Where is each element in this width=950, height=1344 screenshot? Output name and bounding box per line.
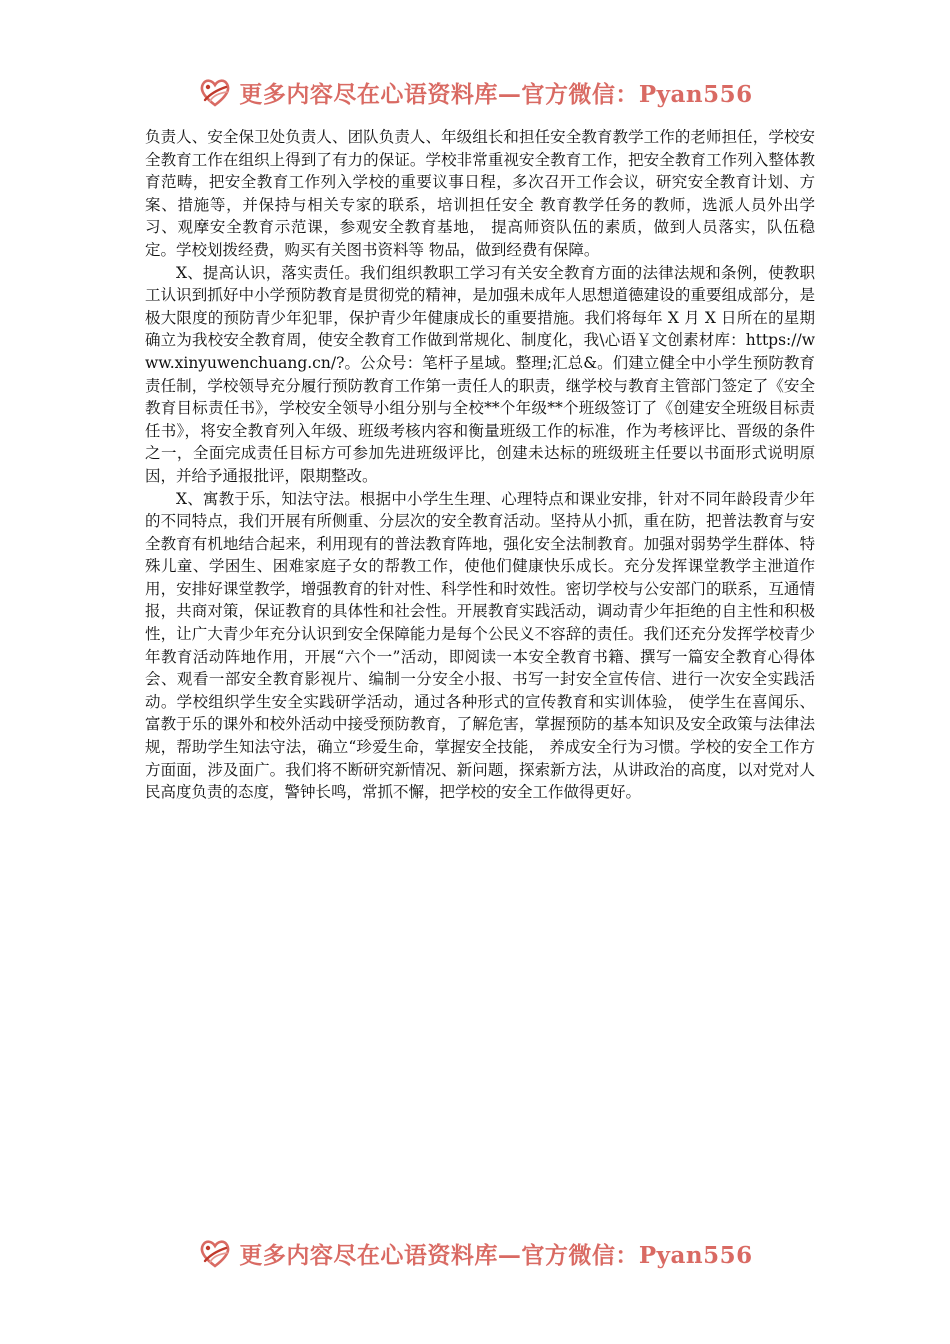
header-banner xyxy=(0,70,950,114)
paragraph-1: 负责人、安全保卫处负责人、团队负责人、年级组长和担任安全教育教学工作的老师担任，学校安全教育工作在组织上得到了有力的保证。学校非常重视安全教育工作，把安全教育工作列入整体教育范畴，把安全教育工作列入学校的重要议事日程，多次召开工作会议，研究安全教育计划、方案、措施等，并保持与相关专家的联系，培训担任安全 教育教学任务的教师，选派人员外出学习、观摩安全教育示范课，参观安全教育基地， 提高师资队伍的素质，做到人员落实，队伍稳定。学校划拨经费，购买有关图书资料等 物品，做到经费有保障。 xyxy=(145,128,815,259)
heart-ribbon-logo-icon xyxy=(197,1235,233,1271)
footer-banner-text: 更多内容尽在心语资料库—官方微信：Pyan556 xyxy=(239,1241,753,1269)
paragraph-3: X、寓教于乐，知法守法。根据中小学生生理、心理特点和课业安排，针对不同年龄段青少年的不同特点，我们开展有所侧重、分层次的安全教育活动。坚持从小抓，重在防，把普法教育与安全教育有机地结合起来，利用现有的普法教育阵地，强化安全法制教育。加强对弱势学生群体、特殊儿童、学困生、困难家庭子女的帮教工作，使他们健康快乐成长。充分发挥课堂教学主泄道作用，安排好课堂教学，增强教育的针对性、科学性和时效性。密切学校与公安部门的联系，互通情报，共商对策，保证教育的具体性和社会性。开展教育实践活动，调动青少年拒绝的自主性和积极性，让广大青少年充分认识到安全保障能力是每个公民义不容辞的责任。我们还充分发挥学校青少年教育活动阵地作用，开展“六个一”活动，即阅读一本安全教育书籍、撰写一篇安全教育心得体会、观看一部安全教育影视片、编制一分安全小报、书写一封安全宣传信、进行一次安全实践活动。学校组织学生安全实践研学活动，通过各种形式的宣传教育和实训体验， 使学生在喜闻乐、富教于乐的课外和校外活动中接受预防教育，了解危害，掌握预防的基本知识及安全政策与法律法规，帮助学生知法守法，确立“珍爱生命，掌握安全技能， 养成安全行为习惯。学校的安全工作方方面面，涉及面广。我们将不断研究新情况、新问题，探索新方法，从讲政治的高度，以对党对人民高度负责的态度，警钟长鸣，常抓不懈，把学校的安全工作做得更好。 xyxy=(145,489,815,802)
document-body xyxy=(145,126,815,804)
heart-ribbon-logo-icon xyxy=(197,74,233,110)
footer-banner xyxy=(0,1231,950,1275)
header-banner-text: 更多内容尽在心语资料库—官方微信：Pyan556 xyxy=(239,80,753,108)
paragraph-2: X、提高认识，落实责任。我们组织教职工学习有关安全教育方面的法律法规和条例，使教职工认识到抓好中小学预防教育是贯彻党的精神，是加强未成年人思想道德建设的重要组成部分，是极大限度的预防青少年犯罪，保护青少年健康成长的重要措施。我们将每年 X 月 X 日所在的星期确立为我校安全教育周，使安全教育工作做到常规化、制度化，我\心语￥文创素材库：https://www.xinyuwenchuang.cn/?。公众号：笔杆子星域。整理;汇总&。们建立健全中小学生预防教育责任制，学校领导充分履行预防教育工作第一责任人的职责，继学校与教育主管部门签定了《安全教育目标责任书》，学校安全领导小组分别与全校**个年级**个班级签订了《创建安全班级目标责任书》，将安全教育列入年级、班级考核内容和衡量班级工作的标准，作为考核评比、晋级的条件之一，全面完成责任目标方可参加先进班级评比，创建未达标的班级班主任要以书面形式说明原因，并给予通报批评，限期整改。 xyxy=(145,263,815,485)
